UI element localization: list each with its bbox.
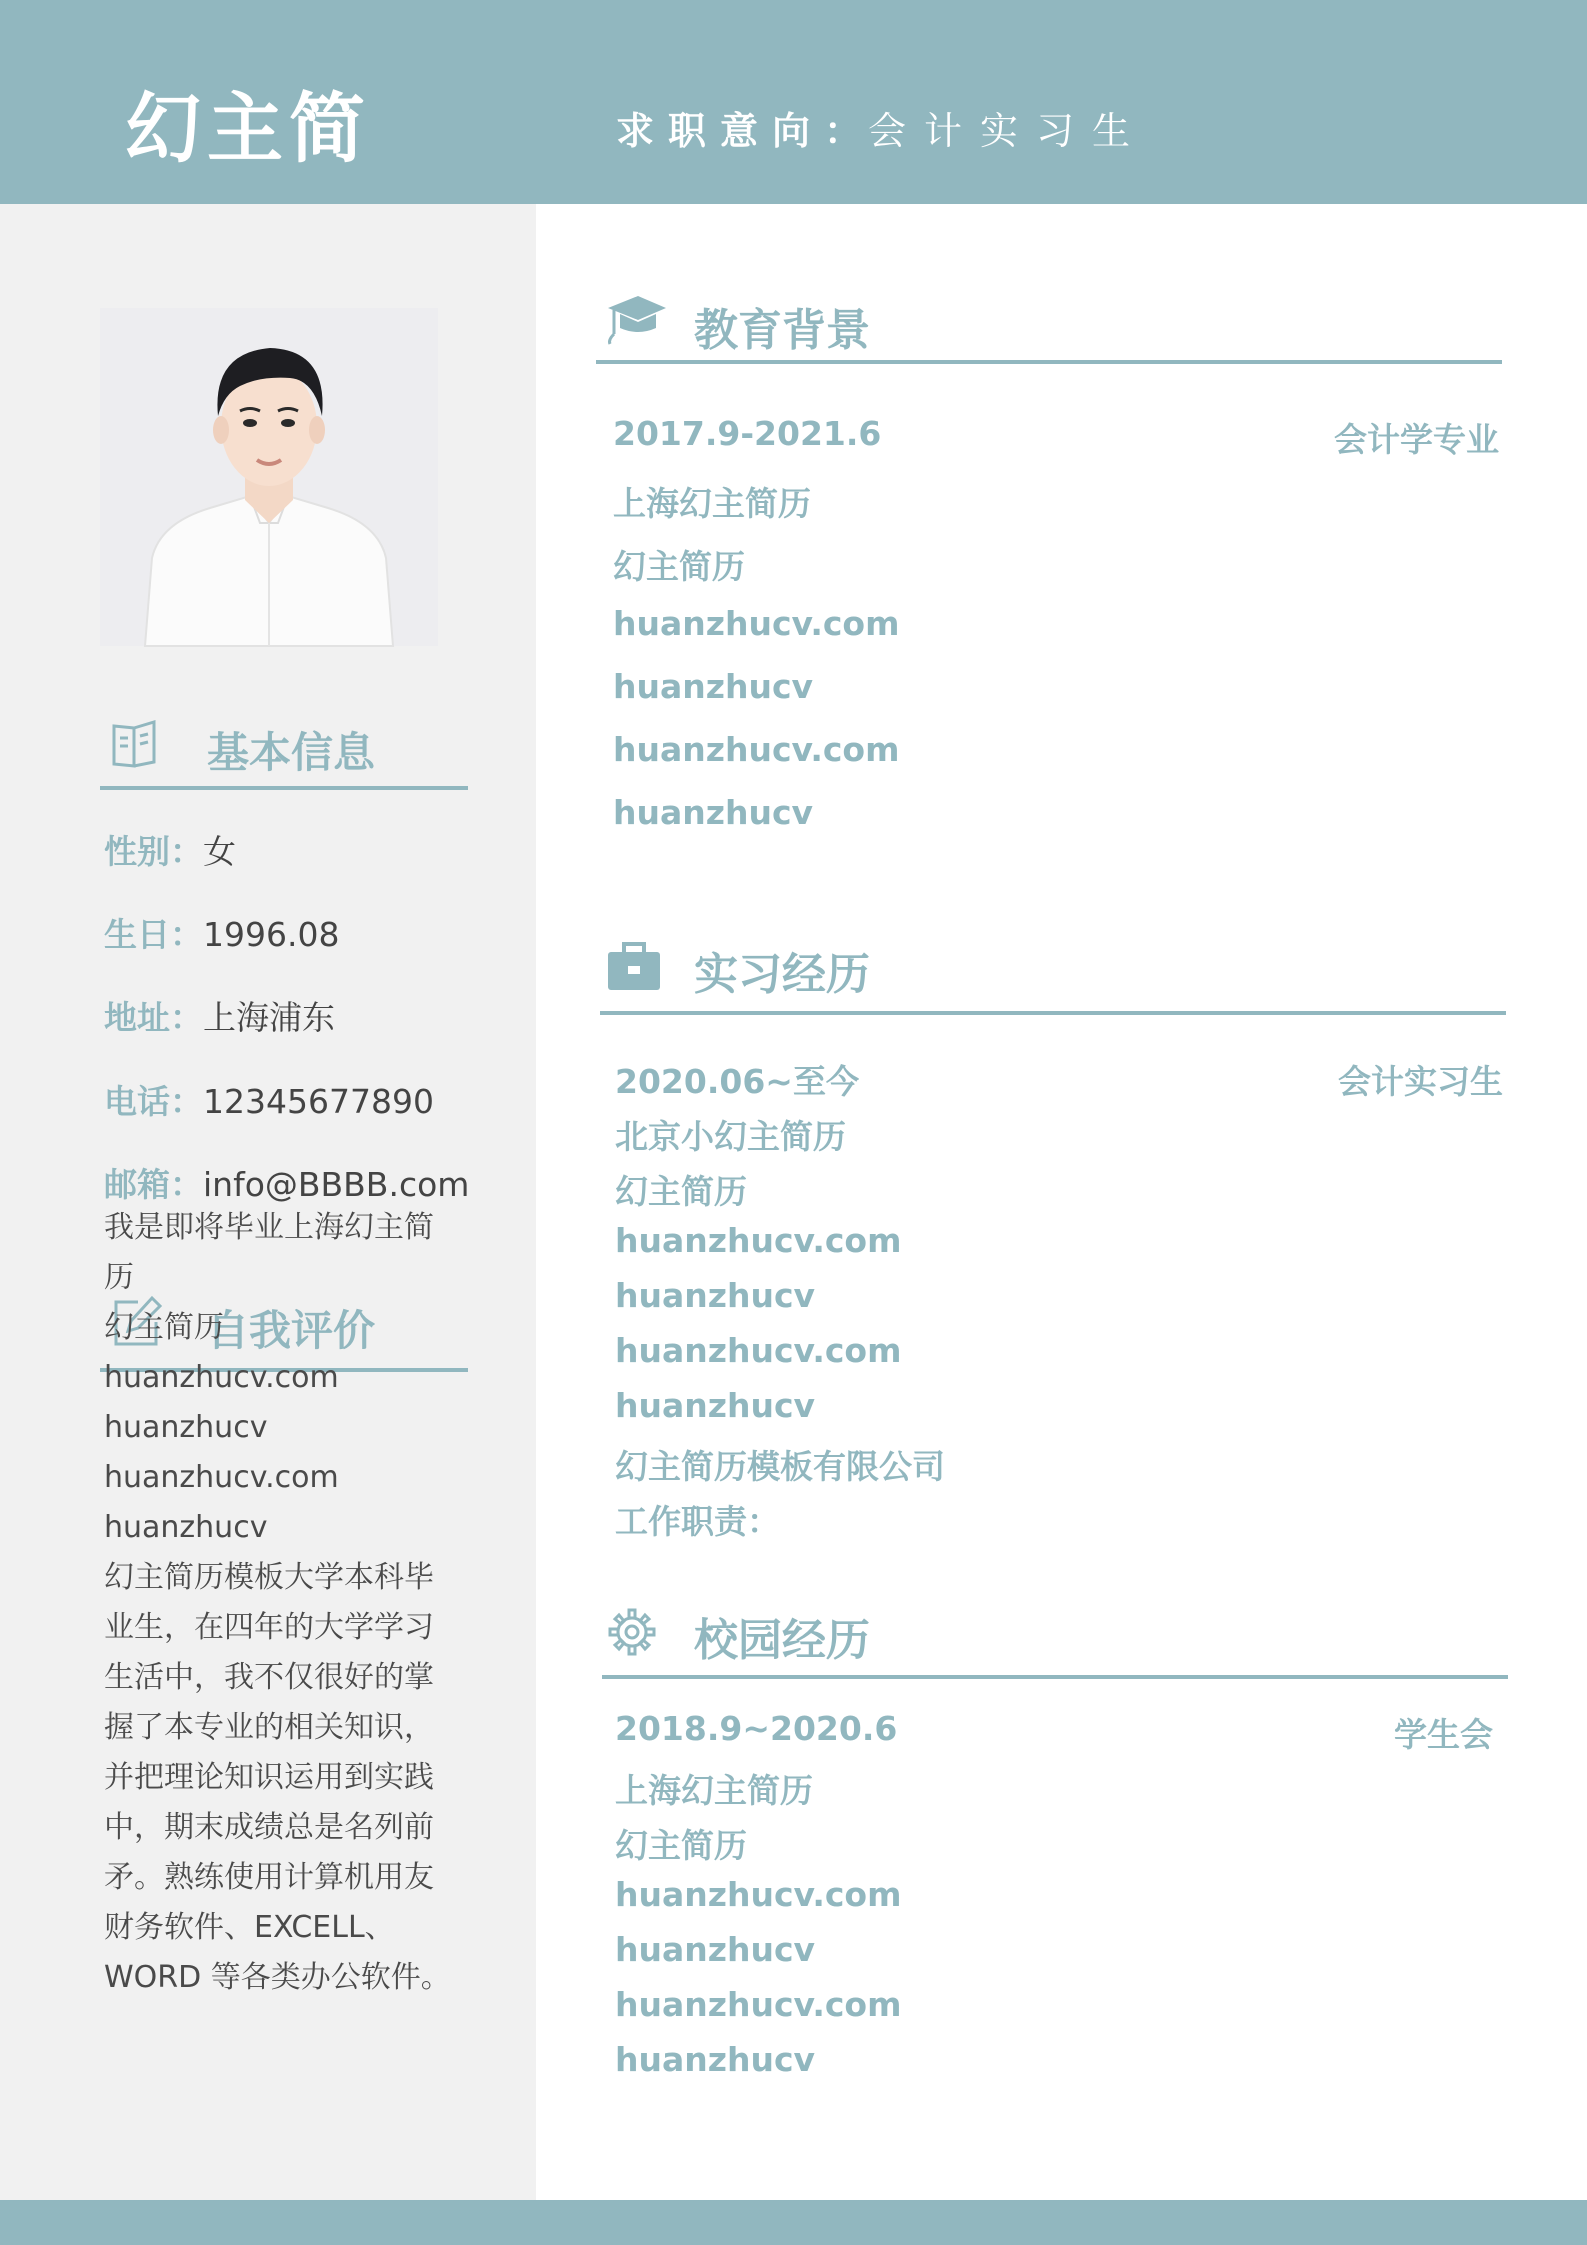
- campus-divider: [602, 1675, 1508, 1679]
- footer-bar: [0, 2200, 1587, 2245]
- info-label: 地址：: [104, 998, 203, 1037]
- internship-title: 实习经历: [694, 949, 870, 1000]
- education-line: huanzhucv.com: [613, 730, 900, 769]
- eval-line: 我是即将毕业上海幻主简历: [104, 1210, 434, 1295]
- campus-line: huanzhucv: [615, 1930, 816, 1969]
- eval-line: 幻主简历: [104, 1310, 224, 1345]
- info-row-email: [104, 1159, 469, 1206]
- basic-info-divider: [100, 786, 468, 790]
- info-value: info@BBBB.com: [203, 1165, 470, 1204]
- internship-line: huanzhucv.com: [615, 1221, 902, 1260]
- info-value: 上海浦东: [203, 998, 335, 1037]
- internship-divider: [600, 1011, 1506, 1015]
- info-label: 生日：: [104, 915, 203, 954]
- internship-line: huanzhucv.com: [615, 1331, 902, 1370]
- info-value: 1996.08: [203, 915, 340, 954]
- education-divider: [596, 360, 1502, 364]
- self-eval-title: 自我评价: [207, 1306, 376, 1355]
- briefcase-icon: [604, 938, 668, 994]
- internship-role: 会计实习生: [1338, 1062, 1503, 1101]
- eval-line: huanzhucv.com: [104, 1460, 339, 1495]
- basic-info-title: 基本信息: [207, 728, 376, 777]
- eval-line: huanzhucv.com: [104, 1360, 339, 1395]
- internship-line: huanzhucv: [615, 1276, 816, 1315]
- book-icon: [108, 716, 164, 772]
- campus-line: huanzhucv: [615, 2040, 816, 2079]
- education-line: huanzhucv: [613, 793, 814, 832]
- info-value: 12345677890: [203, 1082, 434, 1121]
- eval-line: huanzhucv: [104, 1510, 268, 1545]
- header-banner: [0, 0, 1587, 204]
- education-line: huanzhucv.com: [613, 604, 900, 643]
- info-row-gender: [104, 826, 236, 873]
- education-date: 2017.9-2021.6: [613, 414, 882, 453]
- graduation-cap-icon: [604, 290, 668, 346]
- eval-line: huanzhucv: [104, 1410, 268, 1445]
- job-intent-value: 会计实习生: [868, 109, 1149, 153]
- education-line: 幻主简历: [613, 547, 745, 586]
- campus-title: 校园经历: [694, 1615, 870, 1666]
- campus-line: 幻主简历: [615, 1826, 747, 1865]
- campus-line: huanzhucv.com: [615, 1875, 902, 1914]
- gear-icon: [604, 1604, 668, 1660]
- eval-paragraph: 幻主简历模板大学本科毕业生，在四年的大学学习生活中，我不仅很好的掌握了本专业的相关知识，并把理论知识运用到实践中，期末成绩总是名列前矛。熟练使用计算机用友财务软件、EXCELL、WORD 等各类办公软件。: [104, 1560, 451, 1995]
- info-row-phone: [104, 1076, 434, 1123]
- internship-line: 北京小幻主简历: [615, 1117, 846, 1156]
- education-major: 会计学专业: [1334, 420, 1499, 459]
- info-row-birthday: [104, 909, 339, 956]
- internship-line: 幻主简历模板有限公司: [615, 1447, 945, 1486]
- internship-date: 2020.06~至今: [615, 1062, 859, 1101]
- profile-photo: [100, 308, 438, 646]
- info-label: 性别：: [104, 832, 203, 871]
- info-label: 邮箱：: [104, 1165, 203, 1204]
- self-eval-text: [104, 1203, 454, 1995]
- info-label: 电话：: [104, 1082, 203, 1121]
- education-line: huanzhucv: [613, 667, 814, 706]
- info-row-address: [104, 992, 335, 1039]
- internship-line: huanzhucv: [615, 1386, 816, 1425]
- internship-line: 幻主简历: [615, 1172, 747, 1211]
- education-line: 上海幻主简历: [613, 484, 811, 523]
- campus-org: 学生会: [1394, 1715, 1493, 1754]
- campus-line: huanzhucv.com: [615, 1985, 902, 2024]
- internship-line: 工作职责：: [615, 1502, 780, 1541]
- education-title: 教育背景: [694, 305, 870, 356]
- campus-line: 上海幻主简历: [615, 1771, 813, 1810]
- candidate-name: 幻主简: [125, 84, 371, 173]
- info-value: 女: [203, 832, 236, 871]
- sidebar: [0, 204, 536, 2200]
- campus-date: 2018.9~2020.6: [615, 1709, 898, 1748]
- job-intent-label: 求职意向：: [616, 109, 877, 153]
